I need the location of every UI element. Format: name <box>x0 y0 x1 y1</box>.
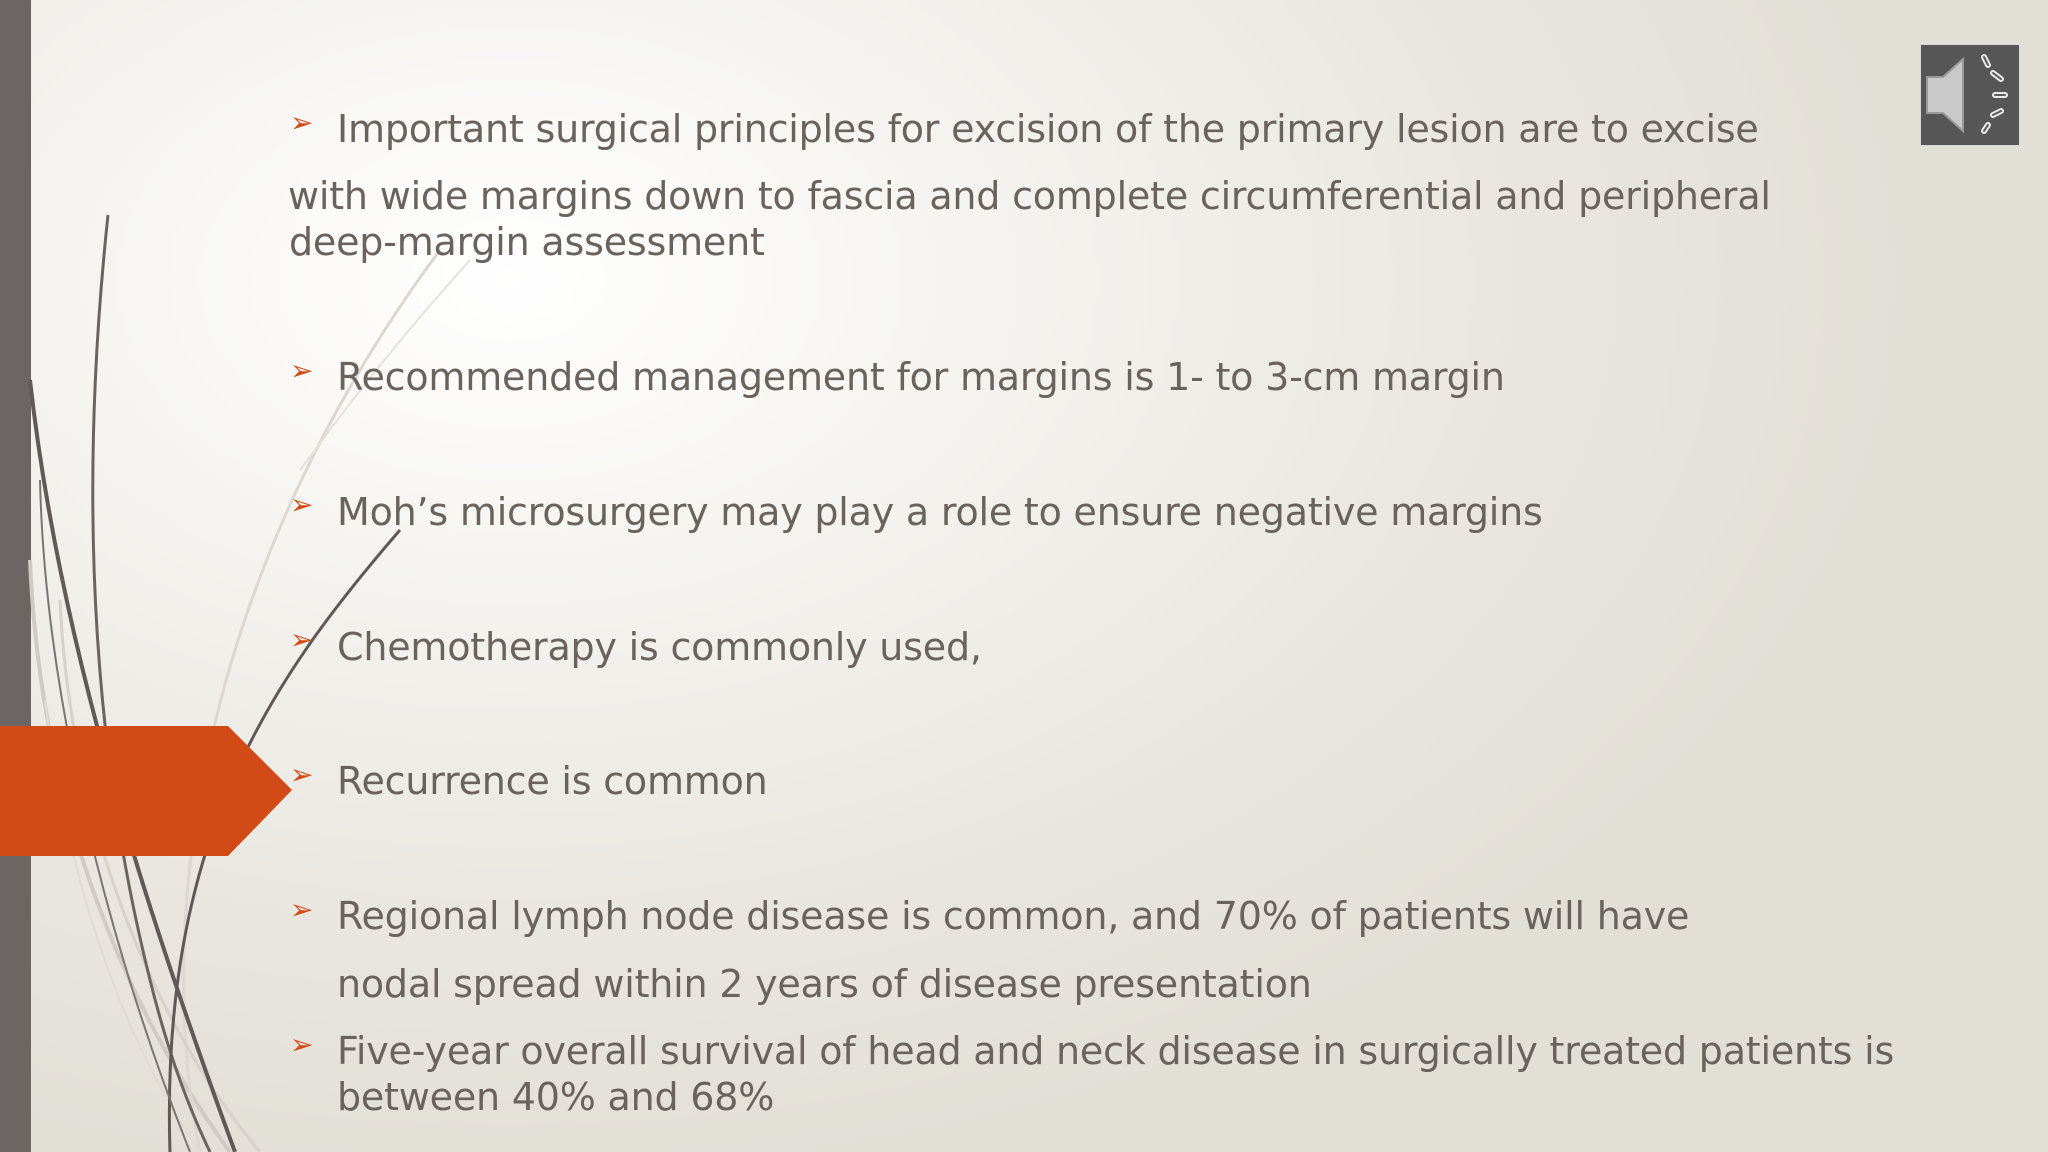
bullet-arrow-icon: ➢ <box>290 488 314 521</box>
bullet-arrow-icon: ➢ <box>290 1028 314 1061</box>
bullet-2-line-1: Recommended management for margins is 1- to 3-cm margin <box>337 355 1505 399</box>
audio-speaker-button[interactable] <box>1920 44 2020 146</box>
bullet-arrow-icon: ➢ <box>290 623 314 656</box>
bullet-7-line-1: Five-year overall survival of head and neck disease in surgically treated patients is <box>337 1029 1895 1073</box>
bullet-arrow-icon: ➢ <box>290 354 314 387</box>
bullet-arrow-icon: ➢ <box>290 893 314 926</box>
bullet-3-line-1: Moh’s microsurgery may play a role to ensure negative margins <box>337 490 1543 534</box>
bullet-arrow-icon: ➢ <box>290 106 314 139</box>
bullet-5-line-1: Recurrence is common <box>337 759 768 803</box>
bullet-arrow-icon: ➢ <box>290 758 314 791</box>
bullet-6-line-1: Regional lymph node disease is common, and 70% of patients will have <box>337 894 1690 938</box>
bullet-6-line-2: nodal spread within 2 years of disease presentation <box>337 962 1312 1006</box>
bullet-1-line-3: deep-margin assessment <box>289 220 765 264</box>
bullet-7-line-2: between 40% and 68% <box>337 1075 775 1119</box>
bullet-1-line-2: with wide margins down to fascia and complete circumferential and peripheral <box>288 174 1771 218</box>
bullet-4-line-1: Chemotherapy is commonly used, <box>337 625 982 669</box>
speaker-icon <box>1921 45 2019 145</box>
bullet-1-line-1: Important surgical principles for excision of the primary lesion are to excise <box>337 107 1759 151</box>
